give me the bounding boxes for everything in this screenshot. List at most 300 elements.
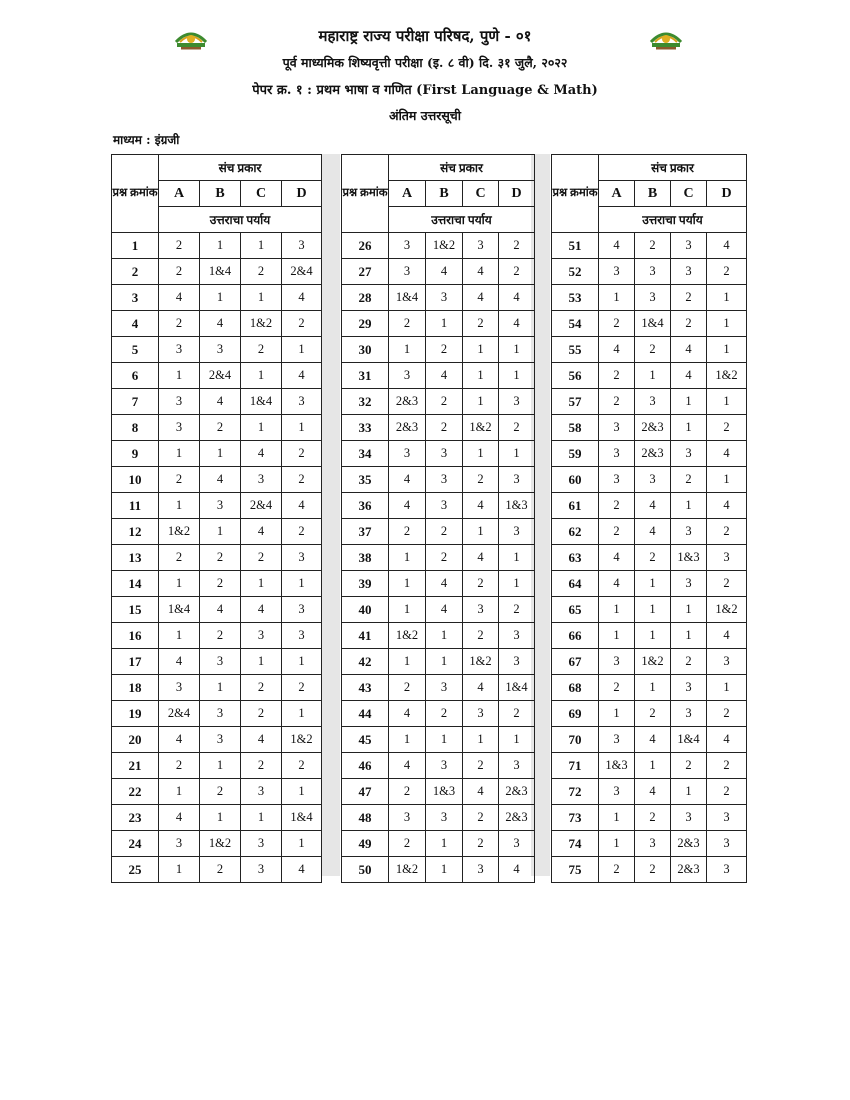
answer-set-c: 1 bbox=[463, 337, 499, 363]
answer-set-c: 4 bbox=[241, 441, 282, 467]
question-number: 8 bbox=[112, 415, 159, 441]
table-row bbox=[112, 415, 322, 441]
table-row bbox=[342, 363, 535, 389]
question-number: 55 bbox=[552, 337, 599, 363]
answer-set-b: 3 bbox=[426, 675, 463, 701]
answer-set-b: 3 bbox=[635, 467, 671, 493]
answer-set-d: 1 bbox=[282, 415, 322, 441]
answer-set-a: 1 bbox=[599, 831, 635, 857]
question-number: 66 bbox=[552, 623, 599, 649]
question-number: 13 bbox=[112, 545, 159, 571]
question-number: 75 bbox=[552, 857, 599, 883]
answer-set-b: 2 bbox=[200, 857, 241, 883]
answer-set-d: 2&3 bbox=[499, 779, 535, 805]
table-row bbox=[112, 545, 322, 571]
question-number: 10 bbox=[112, 467, 159, 493]
answer-set-c: 1 bbox=[241, 805, 282, 831]
answer-set-b: 1 bbox=[426, 623, 463, 649]
answer-set-a: 4 bbox=[159, 805, 200, 831]
answer-set-c: 1 bbox=[671, 415, 707, 441]
answer-set-b: 2 bbox=[200, 623, 241, 649]
table-row bbox=[112, 675, 322, 701]
set-b-header: B bbox=[635, 181, 671, 207]
set-c-header: C bbox=[241, 181, 282, 207]
answer-set-d: 3 bbox=[499, 649, 535, 675]
answer-set-d: 3 bbox=[282, 545, 322, 571]
table-row bbox=[112, 597, 322, 623]
answer-set-b: 2&3 bbox=[635, 441, 671, 467]
answer-set-c: 2&4 bbox=[241, 493, 282, 519]
answer-set-d: 3 bbox=[707, 857, 747, 883]
answer-set-d: 1 bbox=[282, 649, 322, 675]
answer-set-c: 2 bbox=[671, 285, 707, 311]
answer-set-c: 3 bbox=[241, 857, 282, 883]
table-row bbox=[552, 441, 747, 467]
question-number: 41 bbox=[342, 623, 389, 649]
answer-set-c: 2 bbox=[671, 311, 707, 337]
set-b-header: B bbox=[200, 181, 241, 207]
answer-set-d: 3 bbox=[499, 389, 535, 415]
set-c-header: C bbox=[671, 181, 707, 207]
answer-set-c: 3 bbox=[463, 701, 499, 727]
answer-set-b: 4 bbox=[635, 727, 671, 753]
question-number: 46 bbox=[342, 753, 389, 779]
answer-set-a: 2 bbox=[599, 857, 635, 883]
answer-set-c: 3 bbox=[671, 675, 707, 701]
answer-set-b: 1&4 bbox=[635, 311, 671, 337]
question-number: 62 bbox=[552, 519, 599, 545]
answer-set-a: 2 bbox=[389, 831, 426, 857]
question-number: 42 bbox=[342, 649, 389, 675]
question-number: 14 bbox=[112, 571, 159, 597]
answer-set-a: 2 bbox=[599, 311, 635, 337]
table-row bbox=[552, 701, 747, 727]
answer-set-a: 1 bbox=[159, 441, 200, 467]
answer-set-d: 1 bbox=[282, 779, 322, 805]
answer-set-a: 2 bbox=[599, 389, 635, 415]
table-row bbox=[342, 259, 535, 285]
question-number: 40 bbox=[342, 597, 389, 623]
answer-set-b: 1 bbox=[635, 597, 671, 623]
answer-set-a: 3 bbox=[389, 363, 426, 389]
table-row bbox=[112, 311, 322, 337]
answer-set-a: 1 bbox=[389, 649, 426, 675]
question-number: 16 bbox=[112, 623, 159, 649]
question-number: 2 bbox=[112, 259, 159, 285]
answer-set-c: 2 bbox=[671, 649, 707, 675]
question-number: 29 bbox=[342, 311, 389, 337]
table-row bbox=[342, 545, 535, 571]
answer-set-d: 1 bbox=[707, 285, 747, 311]
question-number: 9 bbox=[112, 441, 159, 467]
question-number: 7 bbox=[112, 389, 159, 415]
answer-set-a: 1 bbox=[599, 805, 635, 831]
table-row bbox=[342, 389, 535, 415]
answer-set-d: 1&3 bbox=[499, 493, 535, 519]
answer-set-d: 2 bbox=[282, 441, 322, 467]
question-number: 63 bbox=[552, 545, 599, 571]
set-c-header: C bbox=[463, 181, 499, 207]
option-header: उत्तराचा पर्याय bbox=[599, 207, 747, 233]
answer-set-d: 3 bbox=[707, 545, 747, 571]
answer-set-b: 1 bbox=[426, 649, 463, 675]
answer-set-d: 2 bbox=[499, 415, 535, 441]
answer-set-c: 3 bbox=[671, 701, 707, 727]
table-row bbox=[112, 701, 322, 727]
answer-set-a: 1 bbox=[159, 857, 200, 883]
answer-set-b: 1 bbox=[200, 233, 241, 259]
answer-set-c: 2 bbox=[241, 259, 282, 285]
table-row bbox=[342, 831, 535, 857]
answer-set-c: 1 bbox=[463, 441, 499, 467]
answer-set-c: 1&4 bbox=[241, 389, 282, 415]
answer-set-d: 3 bbox=[707, 831, 747, 857]
table-row bbox=[342, 701, 535, 727]
answer-set-a: 4 bbox=[389, 467, 426, 493]
table-row bbox=[112, 831, 322, 857]
answer-set-d: 1 bbox=[282, 701, 322, 727]
answer-set-b: 3 bbox=[200, 493, 241, 519]
answer-set-a: 3 bbox=[599, 441, 635, 467]
table-row bbox=[552, 259, 747, 285]
question-number: 20 bbox=[112, 727, 159, 753]
answer-set-a: 1 bbox=[389, 337, 426, 363]
table-row bbox=[342, 623, 535, 649]
answer-set-c: 1&2 bbox=[463, 415, 499, 441]
question-number: 53 bbox=[552, 285, 599, 311]
table-row bbox=[112, 259, 322, 285]
answer-set-b: 1 bbox=[200, 675, 241, 701]
table-row bbox=[342, 753, 535, 779]
question-number-header: प्रश्न क्रमांक bbox=[112, 155, 159, 233]
answer-set-c: 1 bbox=[463, 727, 499, 753]
answer-set-d: 1&4 bbox=[282, 805, 322, 831]
answer-set-a: 2 bbox=[599, 519, 635, 545]
answer-set-d: 2 bbox=[707, 571, 747, 597]
option-header: उत्तराचा पर्याय bbox=[389, 207, 535, 233]
answer-set-b: 3 bbox=[200, 337, 241, 363]
answer-set-b: 3 bbox=[200, 701, 241, 727]
question-number: 3 bbox=[112, 285, 159, 311]
table-row bbox=[112, 571, 322, 597]
answer-set-a: 3 bbox=[159, 389, 200, 415]
answer-set-c: 4 bbox=[463, 779, 499, 805]
set-a-header: A bbox=[389, 181, 426, 207]
answer-set-a: 3 bbox=[599, 727, 635, 753]
answer-set-a: 2 bbox=[159, 311, 200, 337]
answer-set-c: 2&3 bbox=[671, 857, 707, 883]
answer-set-d: 4 bbox=[499, 311, 535, 337]
table-row bbox=[112, 233, 322, 259]
answer-set-c: 1 bbox=[463, 519, 499, 545]
answer-set-b: 1 bbox=[200, 441, 241, 467]
answer-set-a: 3 bbox=[159, 337, 200, 363]
table-row bbox=[552, 493, 747, 519]
question-number: 12 bbox=[112, 519, 159, 545]
answer-set-a: 2 bbox=[159, 259, 200, 285]
question-number: 24 bbox=[112, 831, 159, 857]
question-number: 60 bbox=[552, 467, 599, 493]
answer-set-d: 4 bbox=[282, 363, 322, 389]
answer-set-a: 3 bbox=[159, 675, 200, 701]
answer-set-a: 1 bbox=[599, 623, 635, 649]
answer-set-d: 1 bbox=[707, 337, 747, 363]
answer-set-b: 2 bbox=[426, 701, 463, 727]
answer-set-c: 4 bbox=[463, 675, 499, 701]
answer-set-a: 3 bbox=[159, 831, 200, 857]
answer-set-c: 3 bbox=[241, 779, 282, 805]
answer-set-b: 4 bbox=[426, 363, 463, 389]
answer-set-a: 1 bbox=[389, 597, 426, 623]
answer-set-a: 1 bbox=[599, 597, 635, 623]
answer-set-d: 2 bbox=[707, 259, 747, 285]
answer-set-b: 2 bbox=[426, 337, 463, 363]
answer-set-c: 1&2 bbox=[241, 311, 282, 337]
question-number: 5 bbox=[112, 337, 159, 363]
answer-set-c: 1 bbox=[463, 363, 499, 389]
question-number: 38 bbox=[342, 545, 389, 571]
answer-set-a: 4 bbox=[599, 233, 635, 259]
answer-set-d: 4 bbox=[707, 727, 747, 753]
answer-set-b: 3 bbox=[426, 467, 463, 493]
answer-set-c: 4 bbox=[241, 519, 282, 545]
table-row bbox=[112, 623, 322, 649]
question-number: 43 bbox=[342, 675, 389, 701]
table-row bbox=[342, 285, 535, 311]
question-number: 37 bbox=[342, 519, 389, 545]
answer-set-c: 1 bbox=[671, 493, 707, 519]
set-type-header: संच प्रकार bbox=[389, 155, 535, 181]
question-number: 17 bbox=[112, 649, 159, 675]
answer-set-c: 4 bbox=[241, 727, 282, 753]
answer-set-b: 4 bbox=[200, 389, 241, 415]
question-number: 11 bbox=[112, 493, 159, 519]
answer-set-a: 4 bbox=[389, 701, 426, 727]
table-row bbox=[112, 753, 322, 779]
answer-set-c: 1&4 bbox=[671, 727, 707, 753]
answer-set-a: 3 bbox=[389, 805, 426, 831]
answer-set-d: 2 bbox=[499, 233, 535, 259]
answer-set-a: 3 bbox=[159, 415, 200, 441]
table-row bbox=[342, 675, 535, 701]
answer-set-b: 1 bbox=[635, 753, 671, 779]
answer-set-d: 1&2 bbox=[707, 363, 747, 389]
answer-set-c: 1 bbox=[241, 571, 282, 597]
question-number: 72 bbox=[552, 779, 599, 805]
answer-set-a: 2 bbox=[159, 545, 200, 571]
answer-set-b: 1 bbox=[200, 519, 241, 545]
table-row bbox=[552, 467, 747, 493]
set-type-header: संच प्रकार bbox=[159, 155, 322, 181]
answer-set-d: 1 bbox=[499, 545, 535, 571]
answer-set-c: 1 bbox=[671, 779, 707, 805]
answer-set-d: 4 bbox=[499, 285, 535, 311]
answer-set-a: 3 bbox=[599, 259, 635, 285]
answer-set-c: 4 bbox=[671, 363, 707, 389]
answer-set-a: 2 bbox=[159, 753, 200, 779]
table-row bbox=[552, 519, 747, 545]
answer-set-a: 4 bbox=[159, 649, 200, 675]
question-number: 26 bbox=[342, 233, 389, 259]
answer-set-c: 3 bbox=[671, 259, 707, 285]
answer-set-a: 1&2 bbox=[389, 623, 426, 649]
answer-set-c: 3 bbox=[241, 831, 282, 857]
answer-set-b: 3 bbox=[635, 259, 671, 285]
answer-set-a: 2 bbox=[389, 779, 426, 805]
question-number: 23 bbox=[112, 805, 159, 831]
answer-set-a: 2 bbox=[599, 363, 635, 389]
answer-set-b: 3 bbox=[635, 831, 671, 857]
answer-set-c: 2 bbox=[241, 701, 282, 727]
table-row bbox=[552, 727, 747, 753]
answer-set-c: 1&2 bbox=[463, 649, 499, 675]
answer-set-b: 2 bbox=[635, 857, 671, 883]
answer-set-b: 4 bbox=[200, 467, 241, 493]
table-row bbox=[552, 597, 747, 623]
answer-set-a: 4 bbox=[599, 545, 635, 571]
answer-set-c: 2&3 bbox=[671, 831, 707, 857]
table-row bbox=[112, 519, 322, 545]
answer-set-d: 4 bbox=[707, 623, 747, 649]
table-row bbox=[552, 753, 747, 779]
table-row bbox=[552, 779, 747, 805]
question-number: 59 bbox=[552, 441, 599, 467]
answer-set-c: 4 bbox=[241, 597, 282, 623]
answer-set-a: 4 bbox=[159, 285, 200, 311]
table-row bbox=[112, 857, 322, 883]
answer-set-d: 1 bbox=[282, 337, 322, 363]
table-row bbox=[342, 337, 535, 363]
table-row bbox=[342, 805, 535, 831]
question-number: 69 bbox=[552, 701, 599, 727]
answer-set-c: 3 bbox=[671, 805, 707, 831]
answer-set-b: 3 bbox=[426, 441, 463, 467]
question-number: 1 bbox=[112, 233, 159, 259]
set-b-header: B bbox=[426, 181, 463, 207]
answer-set-b: 1 bbox=[426, 857, 463, 883]
question-number: 22 bbox=[112, 779, 159, 805]
answer-set-a: 1 bbox=[599, 285, 635, 311]
answer-set-b: 4 bbox=[635, 493, 671, 519]
answer-set-d: 1&4 bbox=[499, 675, 535, 701]
answer-set-d: 2 bbox=[499, 259, 535, 285]
question-number: 64 bbox=[552, 571, 599, 597]
answer-set-b: 2 bbox=[200, 571, 241, 597]
answer-set-b: 4 bbox=[426, 259, 463, 285]
set-a-header: A bbox=[599, 181, 635, 207]
answer-set-c: 2 bbox=[463, 571, 499, 597]
table-row bbox=[342, 441, 535, 467]
answer-set-b: 3 bbox=[426, 805, 463, 831]
answer-set-d: 3 bbox=[282, 623, 322, 649]
answer-set-a: 1 bbox=[389, 571, 426, 597]
column-separator bbox=[321, 154, 340, 876]
answer-set-a: 3 bbox=[599, 779, 635, 805]
answer-set-b: 2 bbox=[426, 519, 463, 545]
question-number: 19 bbox=[112, 701, 159, 727]
table-row bbox=[552, 649, 747, 675]
table-row bbox=[342, 467, 535, 493]
answer-set-d: 4 bbox=[282, 857, 322, 883]
question-number: 30 bbox=[342, 337, 389, 363]
table-row bbox=[552, 363, 747, 389]
answer-set-b: 3 bbox=[635, 389, 671, 415]
answer-set-d: 4 bbox=[282, 493, 322, 519]
medium-label: माध्यम : इंग्रजी bbox=[113, 133, 180, 147]
question-number: 58 bbox=[552, 415, 599, 441]
answer-set-a: 1 bbox=[159, 571, 200, 597]
answer-set-d: 2 bbox=[499, 701, 535, 727]
set-d-header: D bbox=[707, 181, 747, 207]
table-row bbox=[112, 493, 322, 519]
answer-set-a: 1 bbox=[159, 623, 200, 649]
answer-set-d: 1&2 bbox=[282, 727, 322, 753]
answer-set-c: 1 bbox=[671, 597, 707, 623]
answer-set-a: 4 bbox=[599, 337, 635, 363]
answer-set-b: 2 bbox=[200, 779, 241, 805]
question-number: 4 bbox=[112, 311, 159, 337]
question-number: 67 bbox=[552, 649, 599, 675]
answer-set-b: 1&2 bbox=[635, 649, 671, 675]
answer-set-a: 2 bbox=[599, 675, 635, 701]
answer-set-c: 1 bbox=[241, 363, 282, 389]
question-number: 52 bbox=[552, 259, 599, 285]
question-number: 32 bbox=[342, 389, 389, 415]
answer-set-b: 2 bbox=[635, 701, 671, 727]
answer-set-a: 4 bbox=[599, 571, 635, 597]
question-number: 65 bbox=[552, 597, 599, 623]
answer-set-c: 3 bbox=[671, 233, 707, 259]
answer-set-d: 2 bbox=[707, 701, 747, 727]
question-number: 45 bbox=[342, 727, 389, 753]
question-number-header: प्रश्न क्रमांक bbox=[342, 155, 389, 233]
question-number: 35 bbox=[342, 467, 389, 493]
answer-set-b: 4 bbox=[426, 597, 463, 623]
answer-set-d: 4 bbox=[707, 441, 747, 467]
question-number: 15 bbox=[112, 597, 159, 623]
answer-set-c: 4 bbox=[463, 493, 499, 519]
answer-set-d: 3 bbox=[282, 597, 322, 623]
answer-set-d: 1 bbox=[499, 441, 535, 467]
answer-set-c: 1 bbox=[671, 389, 707, 415]
paper-title: पेपर क्र. १ : प्रथम भाषा व गणित (First Language & Math) bbox=[252, 83, 598, 98]
answer-set-b: 4 bbox=[635, 519, 671, 545]
answer-set-b: 1 bbox=[426, 727, 463, 753]
answer-set-a: 3 bbox=[599, 649, 635, 675]
answer-set-a: 2 bbox=[159, 233, 200, 259]
answer-set-b: 1 bbox=[635, 571, 671, 597]
answer-set-a: 1 bbox=[159, 493, 200, 519]
set-d-header: D bbox=[282, 181, 322, 207]
answer-set-a: 3 bbox=[389, 259, 426, 285]
table-row bbox=[342, 571, 535, 597]
table-row bbox=[552, 831, 747, 857]
table-row bbox=[112, 467, 322, 493]
table-row bbox=[552, 311, 747, 337]
answer-set-d: 2 bbox=[499, 597, 535, 623]
answer-set-b: 4 bbox=[635, 779, 671, 805]
answer-set-b: 2 bbox=[200, 545, 241, 571]
answer-set-d: 3 bbox=[707, 805, 747, 831]
question-number: 56 bbox=[552, 363, 599, 389]
question-number: 36 bbox=[342, 493, 389, 519]
question-number: 6 bbox=[112, 363, 159, 389]
answer-set-b: 2&4 bbox=[200, 363, 241, 389]
answer-set-b: 2 bbox=[426, 545, 463, 571]
answer-set-c: 2 bbox=[671, 753, 707, 779]
table-row bbox=[112, 441, 322, 467]
answer-set-d: 3 bbox=[499, 753, 535, 779]
